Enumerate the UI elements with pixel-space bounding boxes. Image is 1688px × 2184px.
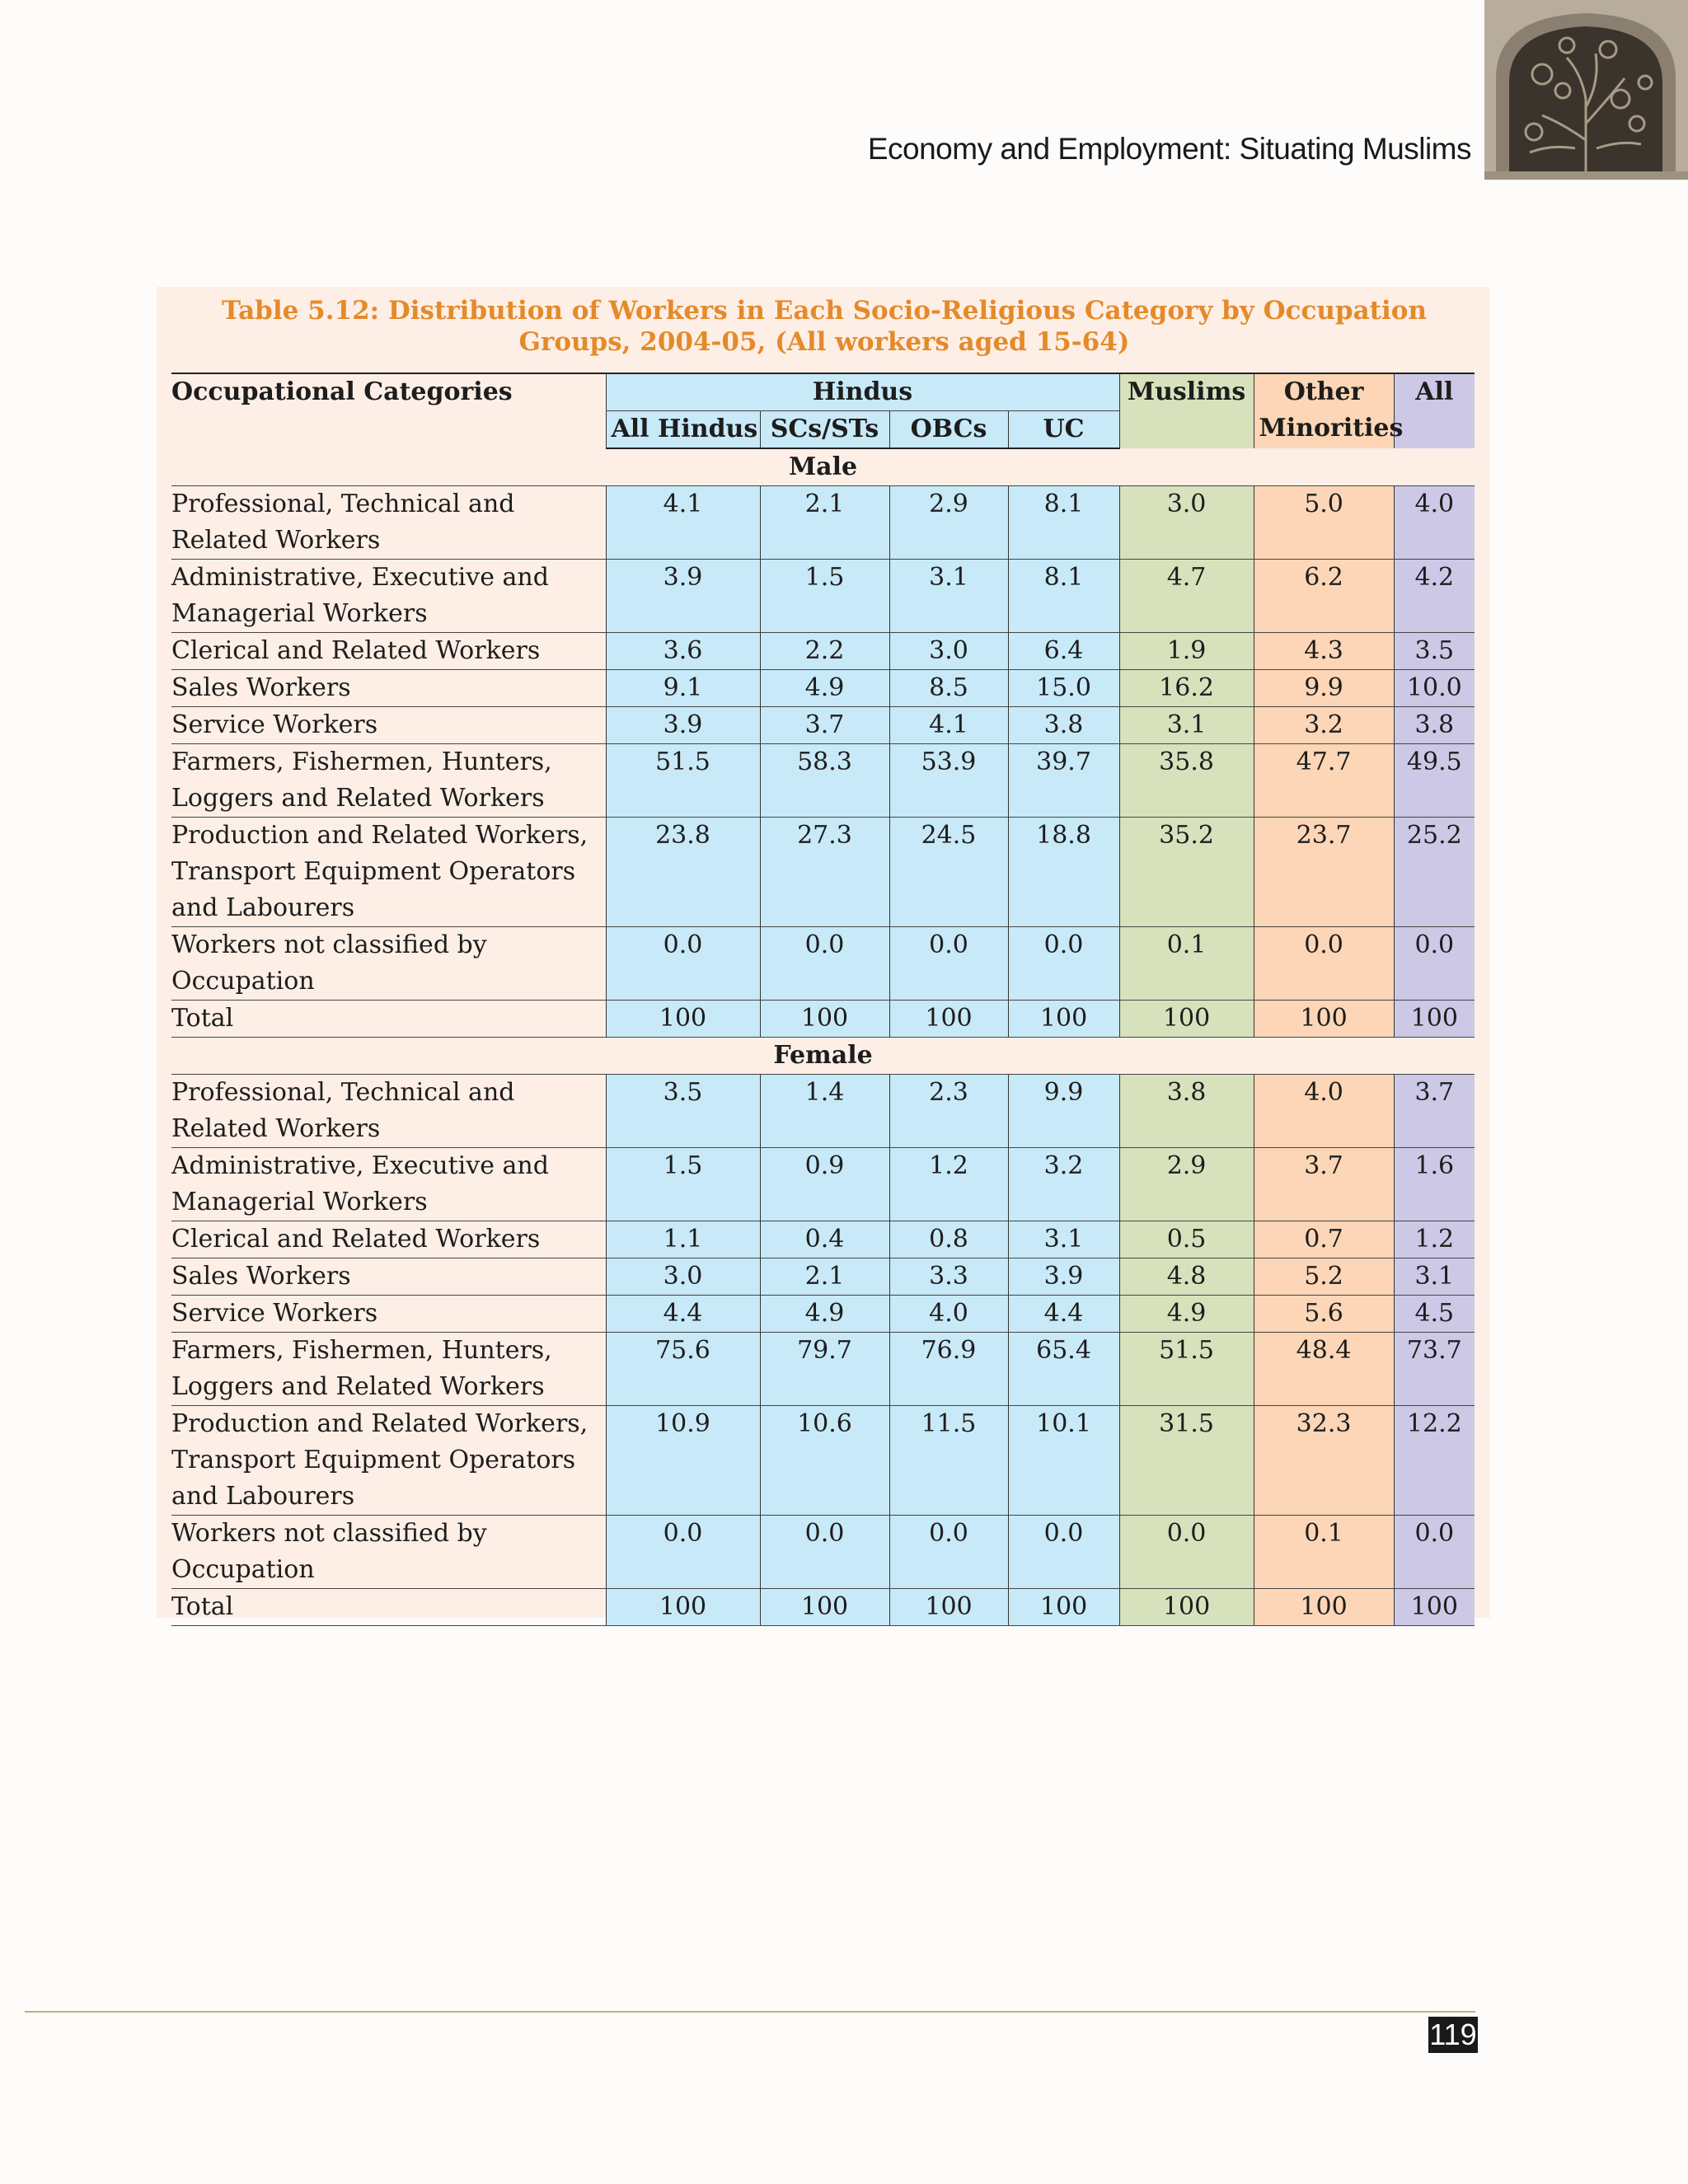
cell-other-minorities: 47.7 [1254,744,1394,818]
cell-uc: 3.8 [1008,707,1119,744]
table-row [171,1258,1475,1296]
cell-other-minorities: 23.7 [1254,818,1394,927]
cell-all: 100 [1394,1001,1475,1038]
cell-all: 49.5 [1394,744,1475,818]
row-category: Production and Related Workers, Transport Equipment Operators and Labourers [171,818,606,927]
table-row [171,670,1475,707]
cell-other-minorities: 5.6 [1254,1296,1394,1333]
table-title: Table 5.12: Distribution of Workers in Each Socio-Religious Category by Occupation Groups, 2004-05, (All workers aged 15-64) [221,296,1427,357]
cell-all: 73.7 [1394,1333,1475,1406]
cell-all: 3.1 [1394,1258,1475,1296]
cell-all: 10.0 [1394,670,1475,707]
cell-all-hindus: 4.1 [606,486,760,560]
cell-other-minorities: 32.3 [1254,1406,1394,1516]
footer-rule [25,2011,1475,2013]
cell-all: 3.7 [1394,1075,1475,1148]
row-category: Workers not classified by Occupation [171,927,606,1001]
table-row [171,818,1475,927]
cell-all-hindus: 3.0 [606,1258,760,1296]
header-uc: UC [1008,411,1119,449]
cell-all-hindus: 3.6 [606,633,760,670]
cell-other-minorities: 6.2 [1254,560,1394,633]
cell-all-hindus: 3.5 [606,1075,760,1148]
row-category: Service Workers [171,1296,606,1333]
row-category: Farmers, Fishermen, Hunters, Loggers and Related Workers [171,1333,606,1406]
cell-all: 3.5 [1394,633,1475,670]
cell-scs-sts: 100 [760,1001,889,1038]
cell-all: 100 [1394,1589,1475,1626]
table-row [171,1148,1475,1221]
table-row [171,633,1475,670]
cell-muslims: 3.1 [1119,707,1254,744]
cell-obcs: 76.9 [889,1333,1008,1406]
row-category: Service Workers [171,707,606,744]
row-category: Professional, Technical and Related Workers [171,1075,606,1148]
cell-scs-sts: 100 [760,1589,889,1626]
cell-obcs: 11.5 [889,1406,1008,1516]
cell-uc: 100 [1008,1001,1119,1038]
cell-other-minorities: 4.0 [1254,1075,1394,1148]
cell-all-hindus: 1.1 [606,1221,760,1258]
cell-scs-sts: 58.3 [760,744,889,818]
cell-scs-sts: 0.0 [760,927,889,1001]
cell-muslims: 4.8 [1119,1258,1254,1296]
cell-all: 3.8 [1394,707,1475,744]
table-row [171,744,1475,818]
cell-scs-sts: 4.9 [760,1296,889,1333]
section-label: Male [171,448,1475,486]
cell-uc: 65.4 [1008,1333,1119,1406]
cell-muslims: 35.8 [1119,744,1254,818]
cell-uc: 18.8 [1008,818,1119,927]
cell-uc: 3.1 [1008,1221,1119,1258]
cell-all: 4.5 [1394,1296,1475,1333]
cell-other-minorities: 5.0 [1254,486,1394,560]
cell-obcs: 1.2 [889,1148,1008,1221]
table-row [171,1589,1475,1626]
row-category: Workers not classified by Occupation [171,1516,606,1589]
table-row [171,1221,1475,1258]
cell-muslims: 100 [1119,1589,1254,1626]
cell-muslims: 16.2 [1119,670,1254,707]
cell-uc: 6.4 [1008,633,1119,670]
cell-other-minorities: 100 [1254,1001,1394,1038]
cell-muslims: 0.5 [1119,1221,1254,1258]
cell-all: 4.0 [1394,486,1475,560]
cell-other-minorities: 0.1 [1254,1516,1394,1589]
header-other-minorities: Other Minorities [1254,373,1394,448]
cell-uc: 100 [1008,1589,1119,1626]
table-row [171,560,1475,633]
section-label: Female [171,1038,1475,1075]
cell-all-hindus: 4.4 [606,1296,760,1333]
cell-obcs: 0.8 [889,1221,1008,1258]
cell-obcs: 2.9 [889,486,1008,560]
cell-muslims: 31.5 [1119,1406,1254,1516]
row-category: Administrative, Executive and Managerial Workers [171,1148,606,1221]
cell-other-minorities: 100 [1254,1589,1394,1626]
header-occupational-categories: Occupational Categories [171,373,606,448]
cell-muslims: 2.9 [1119,1148,1254,1221]
table-row [171,1516,1475,1589]
row-category: Clerical and Related Workers [171,633,606,670]
cell-all-hindus: 3.9 [606,707,760,744]
row-category: Sales Workers [171,1258,606,1296]
cell-muslims: 4.9 [1119,1296,1254,1333]
row-category: Clerical and Related Workers [171,1221,606,1258]
stone-lattice-window-image [1484,0,1688,180]
cell-scs-sts: 2.1 [760,486,889,560]
cell-obcs: 2.3 [889,1075,1008,1148]
table-row [171,1001,1475,1038]
cell-scs-sts: 4.9 [760,670,889,707]
cell-all-hindus: 75.6 [606,1333,760,1406]
cell-muslims: 1.9 [1119,633,1254,670]
cell-obcs: 4.1 [889,707,1008,744]
row-category: Total [171,1001,606,1038]
cell-obcs: 0.0 [889,927,1008,1001]
cell-all-hindus: 23.8 [606,818,760,927]
cell-scs-sts: 2.2 [760,633,889,670]
row-category: Professional, Technical and Related Workers [171,486,606,560]
cell-all: 0.0 [1394,1516,1475,1589]
cell-all: 1.2 [1394,1221,1475,1258]
cell-scs-sts: 3.7 [760,707,889,744]
table-row [171,707,1475,744]
cell-all: 0.0 [1394,927,1475,1001]
cell-obcs: 3.3 [889,1258,1008,1296]
cell-uc: 3.2 [1008,1148,1119,1221]
cell-all-hindus: 51.5 [606,744,760,818]
table-row [171,1333,1475,1406]
cell-muslims: 100 [1119,1001,1254,1038]
cell-uc: 0.0 [1008,927,1119,1001]
cell-scs-sts: 10.6 [760,1406,889,1516]
cell-all: 4.2 [1394,560,1475,633]
row-category: Farmers, Fishermen, Hunters, Loggers and Related Workers [171,744,606,818]
row-category: Total [171,1589,606,1626]
cell-all: 25.2 [1394,818,1475,927]
cell-uc: 9.9 [1008,1075,1119,1148]
cell-all: 12.2 [1394,1406,1475,1516]
cell-obcs: 100 [889,1589,1008,1626]
cell-muslims: 51.5 [1119,1333,1254,1406]
cell-scs-sts: 79.7 [760,1333,889,1406]
cell-all-hindus: 0.0 [606,1516,760,1589]
cell-scs-sts: 2.1 [760,1258,889,1296]
occupation-table [171,373,1475,1626]
cell-muslims: 3.0 [1119,486,1254,560]
table-row [171,486,1475,560]
cell-all-hindus: 0.0 [606,927,760,1001]
cell-scs-sts: 1.5 [760,560,889,633]
cell-scs-sts: 0.0 [760,1516,889,1589]
header-muslims: Muslims [1119,373,1254,448]
row-category: Production and Related Workers, Transport Equipment Operators and Labourers [171,1406,606,1516]
row-category: Sales Workers [171,670,606,707]
cell-muslims: 0.1 [1119,927,1254,1001]
cell-all-hindus: 100 [606,1001,760,1038]
row-category: Administrative, Executive and Managerial Workers [171,560,606,633]
cell-obcs: 4.0 [889,1296,1008,1333]
cell-other-minorities: 0.7 [1254,1221,1394,1258]
cell-other-minorities: 3.7 [1254,1148,1394,1221]
cell-other-minorities: 9.9 [1254,670,1394,707]
cell-obcs: 0.0 [889,1516,1008,1589]
cell-uc: 8.1 [1008,486,1119,560]
cell-uc: 8.1 [1008,560,1119,633]
cell-uc: 10.1 [1008,1406,1119,1516]
cell-other-minorities: 5.2 [1254,1258,1394,1296]
table-row [171,1406,1475,1516]
header-scs-sts: SCs/STs [760,411,889,449]
running-header: Economy and Employment: Situating Muslims [867,132,1471,166]
cell-all-hindus: 1.5 [606,1148,760,1221]
cell-other-minorities: 3.2 [1254,707,1394,744]
page-number: 119 [1429,2018,1477,2051]
cell-muslims: 3.8 [1119,1075,1254,1148]
cell-scs-sts: 27.3 [760,818,889,927]
cell-uc: 39.7 [1008,744,1119,818]
cell-other-minorities: 0.0 [1254,927,1394,1001]
header-all-hindus: All Hindus [606,411,760,449]
cell-uc: 15.0 [1008,670,1119,707]
cell-muslims: 35.2 [1119,818,1254,927]
header-hindus: Hindus [606,373,1119,411]
cell-scs-sts: 0.9 [760,1148,889,1221]
cell-uc: 0.0 [1008,1516,1119,1589]
header-all: All [1394,373,1475,448]
cell-all-hindus: 10.9 [606,1406,760,1516]
table-row [171,1296,1475,1333]
header-obcs: OBCs [889,411,1008,449]
cell-other-minorities: 4.3 [1254,633,1394,670]
cell-muslims: 0.0 [1119,1516,1254,1589]
cell-other-minorities: 48.4 [1254,1333,1394,1406]
cell-obcs: 53.9 [889,744,1008,818]
cell-scs-sts: 0.4 [760,1221,889,1258]
cell-all: 1.6 [1394,1148,1475,1221]
cell-scs-sts: 1.4 [760,1075,889,1148]
table-row [171,1075,1475,1148]
cell-obcs: 100 [889,1001,1008,1038]
cell-obcs: 8.5 [889,670,1008,707]
cell-muslims: 4.7 [1119,560,1254,633]
cell-all-hindus: 9.1 [606,670,760,707]
cell-obcs: 3.1 [889,560,1008,633]
cell-all-hindus: 3.9 [606,560,760,633]
cell-obcs: 24.5 [889,818,1008,927]
cell-uc: 4.4 [1008,1296,1119,1333]
table-row [171,927,1475,1001]
cell-obcs: 3.0 [889,633,1008,670]
cell-all-hindus: 100 [606,1589,760,1626]
cell-uc: 3.9 [1008,1258,1119,1296]
table-body [171,448,1475,1626]
